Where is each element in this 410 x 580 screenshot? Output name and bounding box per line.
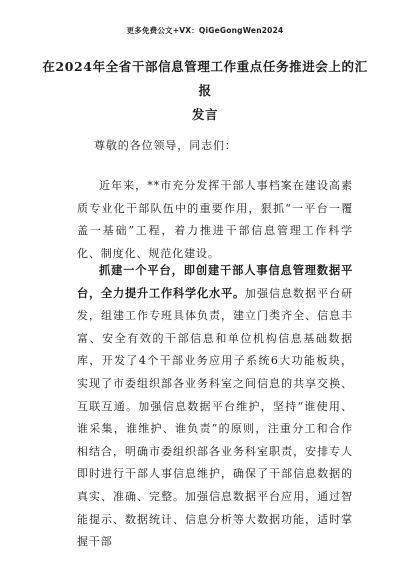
paragraph-2 xyxy=(77,260,353,554)
paragraph-1: 近年来，**市充分发挥干部人事档案在建设高素质专业化干部队伍中的重要作用，狠抓“一平台一覆盖一基础”工程，着力推进干部信息管理工作科学化、制度化、规范化建设。 xyxy=(77,179,353,260)
paragraph-2-lead: 抓建一个平台，即创建干部人事信息管理数据平台，全力提升工作科学化水平。 xyxy=(77,264,353,300)
document-title xyxy=(40,55,370,127)
title-line-1: 在2024年全省干部信息管理工作重点任务推进会上的汇报 xyxy=(42,59,368,98)
paragraph-2-body: 加强信息数据平台研发，组建工作专班具体负责，建立门类齐全、信息丰富、安全有效的干部信息和单位机构信息基础数据库，开发了4个干部业务应用子系统6大功能板块，实现了市委组织部各业务科室之间信息的共享交换、互联互通。加强信息数据平台维护，坚持“谁使用、谁采集，谁维护、谁负责”的原则，注重分工和合作相结合，明确市委组织部各业务科室职责，安排专人即时进行干部人事信息维护，确保了干部信息数据的真实、准确、完整。加强信息数据平台应用，通过智能提示、数据统计、信息分析等大数据功能，适时掌握干部 xyxy=(77,286,353,549)
salutation: 尊敬的各位领导，同志们： xyxy=(94,139,237,152)
header-watermark: 更多免费公文+VX：QiGeGongWen2024 xyxy=(126,26,284,35)
title-line-2: 发言 xyxy=(191,107,219,122)
